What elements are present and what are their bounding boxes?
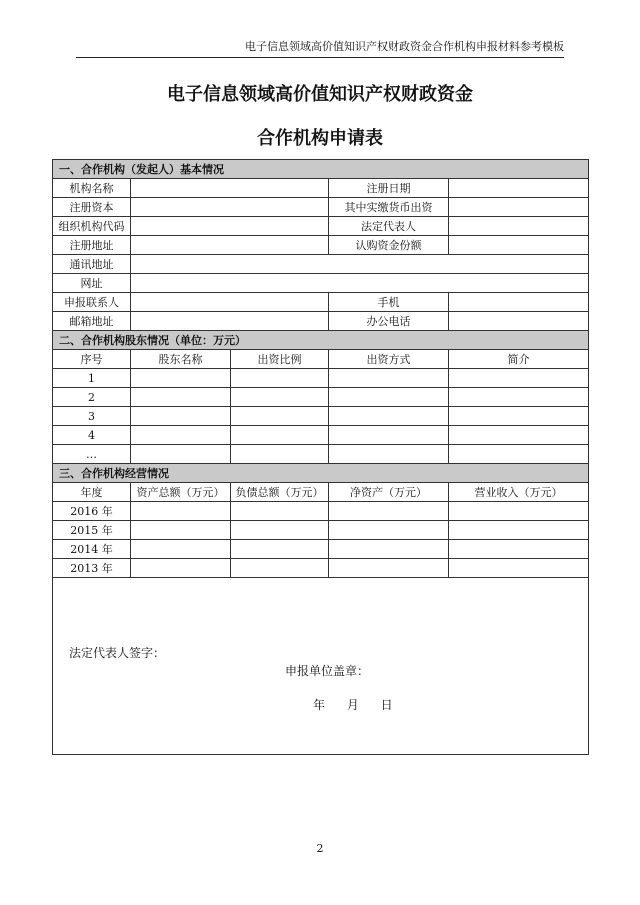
section-basic-info-heading [53, 160, 589, 179]
field-label: 申报联系人 [53, 293, 131, 312]
table-cell[interactable] [449, 559, 589, 578]
table-cell[interactable] [131, 502, 231, 521]
table-cell[interactable] [231, 559, 329, 578]
section-heading: 三、合作机构经营情况 [53, 464, 589, 483]
column-header: 简介 [449, 350, 589, 369]
table-cell[interactable] [449, 445, 589, 464]
field-label: 机构名称 [53, 179, 131, 198]
table-cell[interactable] [131, 521, 231, 540]
section-heading: 一、合作机构（发起人）基本情况 [53, 160, 589, 179]
signature-block [53, 578, 589, 755]
table-row [53, 369, 589, 388]
table-cell[interactable] [131, 426, 231, 445]
field-value[interactable] [449, 293, 589, 312]
field-label: 认购资金份额 [329, 236, 449, 255]
table-cell[interactable] [449, 426, 589, 445]
table-cell[interactable] [231, 502, 329, 521]
table-row [53, 407, 589, 426]
column-header: 出资比例 [231, 350, 329, 369]
section-operations-heading [53, 464, 589, 483]
table-header-row [53, 483, 589, 502]
field-label: 办公电话 [329, 312, 449, 331]
application-form-table [52, 159, 589, 755]
field-value[interactable] [131, 312, 329, 331]
field-label: 注册地址 [53, 236, 131, 255]
field-value[interactable] [131, 217, 329, 236]
year-label: 2015 年 [53, 521, 131, 540]
year-label: 2013 年 [53, 559, 131, 578]
table-cell[interactable] [131, 540, 231, 559]
table-cell[interactable] [329, 388, 449, 407]
table-cell[interactable] [131, 445, 231, 464]
table-row [53, 540, 589, 559]
seal-label: 申报单位盖章： [285, 664, 370, 678]
table-cell[interactable] [231, 445, 329, 464]
table-row [53, 388, 589, 407]
table-cell[interactable] [329, 502, 449, 521]
table-header-row [53, 350, 589, 369]
field-value[interactable] [449, 179, 589, 198]
header-rule [76, 57, 564, 58]
field-value[interactable] [449, 198, 589, 217]
row-index: … [53, 445, 131, 464]
running-header: 电子信息领域高价值知识产权财政资金合作机构申报材料参考模板 [245, 40, 564, 53]
date-label: 年 月 日 [313, 698, 393, 712]
table-cell[interactable] [231, 388, 329, 407]
field-value[interactable] [449, 217, 589, 236]
form-title-line1: 电子信息领域高价值知识产权财政资金 [167, 84, 473, 105]
table-cell[interactable] [231, 521, 329, 540]
table-cell[interactable] [449, 407, 589, 426]
column-header: 股东名称 [131, 350, 231, 369]
field-label: 通讯地址 [53, 255, 131, 274]
column-header: 净资产（万元） [329, 483, 449, 502]
section-heading: 二、合作机构股东情况（单位：万元） [53, 331, 589, 350]
field-label: 法定代表人 [329, 217, 449, 236]
table-cell[interactable] [131, 559, 231, 578]
column-header: 负债总额（万元） [231, 483, 329, 502]
legal-rep-signature-label: 法定代表人签字： [69, 646, 166, 660]
field-label: 网址 [53, 274, 131, 293]
year-label: 2016 年 [53, 502, 131, 521]
field-value[interactable] [131, 293, 329, 312]
table-cell[interactable] [449, 502, 589, 521]
table-cell[interactable] [329, 426, 449, 445]
table-row [53, 217, 589, 236]
table-cell[interactable] [131, 407, 231, 426]
table-row [53, 559, 589, 578]
table-cell[interactable] [329, 559, 449, 578]
field-value[interactable] [131, 255, 589, 274]
table-row [53, 521, 589, 540]
table-cell[interactable] [449, 540, 589, 559]
field-label: 组织机构代码 [53, 217, 131, 236]
table-cell[interactable] [329, 407, 449, 426]
field-value[interactable] [131, 236, 329, 255]
column-header: 序号 [53, 350, 131, 369]
signature-row [53, 578, 589, 755]
table-cell[interactable] [131, 369, 231, 388]
table-cell[interactable] [449, 521, 589, 540]
table-cell[interactable] [449, 369, 589, 388]
row-index: 4 [53, 426, 131, 445]
field-value[interactable] [449, 236, 589, 255]
field-value[interactable] [131, 198, 329, 217]
row-index: 1 [53, 369, 131, 388]
table-cell[interactable] [329, 369, 449, 388]
table-row [53, 274, 589, 293]
row-index: 2 [53, 388, 131, 407]
table-cell[interactable] [449, 388, 589, 407]
column-header: 出资方式 [329, 350, 449, 369]
column-header: 年度 [53, 483, 131, 502]
table-row [53, 502, 589, 521]
table-row [53, 312, 589, 331]
field-value[interactable] [131, 274, 589, 293]
field-value[interactable] [131, 179, 329, 198]
field-value[interactable] [449, 312, 589, 331]
table-cell[interactable] [131, 388, 231, 407]
table-row [53, 236, 589, 255]
table-row [53, 179, 589, 198]
page-number: 2 [316, 842, 324, 855]
form-title-line2: 合作机构申请表 [257, 128, 383, 149]
table-cell[interactable] [231, 426, 329, 445]
table-cell[interactable] [329, 445, 449, 464]
table-cell[interactable] [329, 521, 449, 540]
column-header: 资产总额（万元） [131, 483, 231, 502]
table-row [53, 255, 589, 274]
year-label: 2014 年 [53, 540, 131, 559]
field-label: 其中实缴货币出资 [329, 198, 449, 217]
row-index: 3 [53, 407, 131, 426]
table-row [53, 426, 589, 445]
field-label: 注册资本 [53, 198, 131, 217]
table-row [53, 198, 589, 217]
field-label: 邮箱地址 [53, 312, 131, 331]
table-cell[interactable] [329, 540, 449, 559]
column-header: 营业收入（万元） [449, 483, 589, 502]
field-label: 手机 [329, 293, 449, 312]
table-row [53, 445, 589, 464]
table-cell[interactable] [231, 407, 329, 426]
table-cell[interactable] [231, 369, 329, 388]
field-label: 注册日期 [329, 179, 449, 198]
section-shareholders-heading [53, 331, 589, 350]
table-row [53, 293, 589, 312]
table-cell[interactable] [231, 540, 329, 559]
